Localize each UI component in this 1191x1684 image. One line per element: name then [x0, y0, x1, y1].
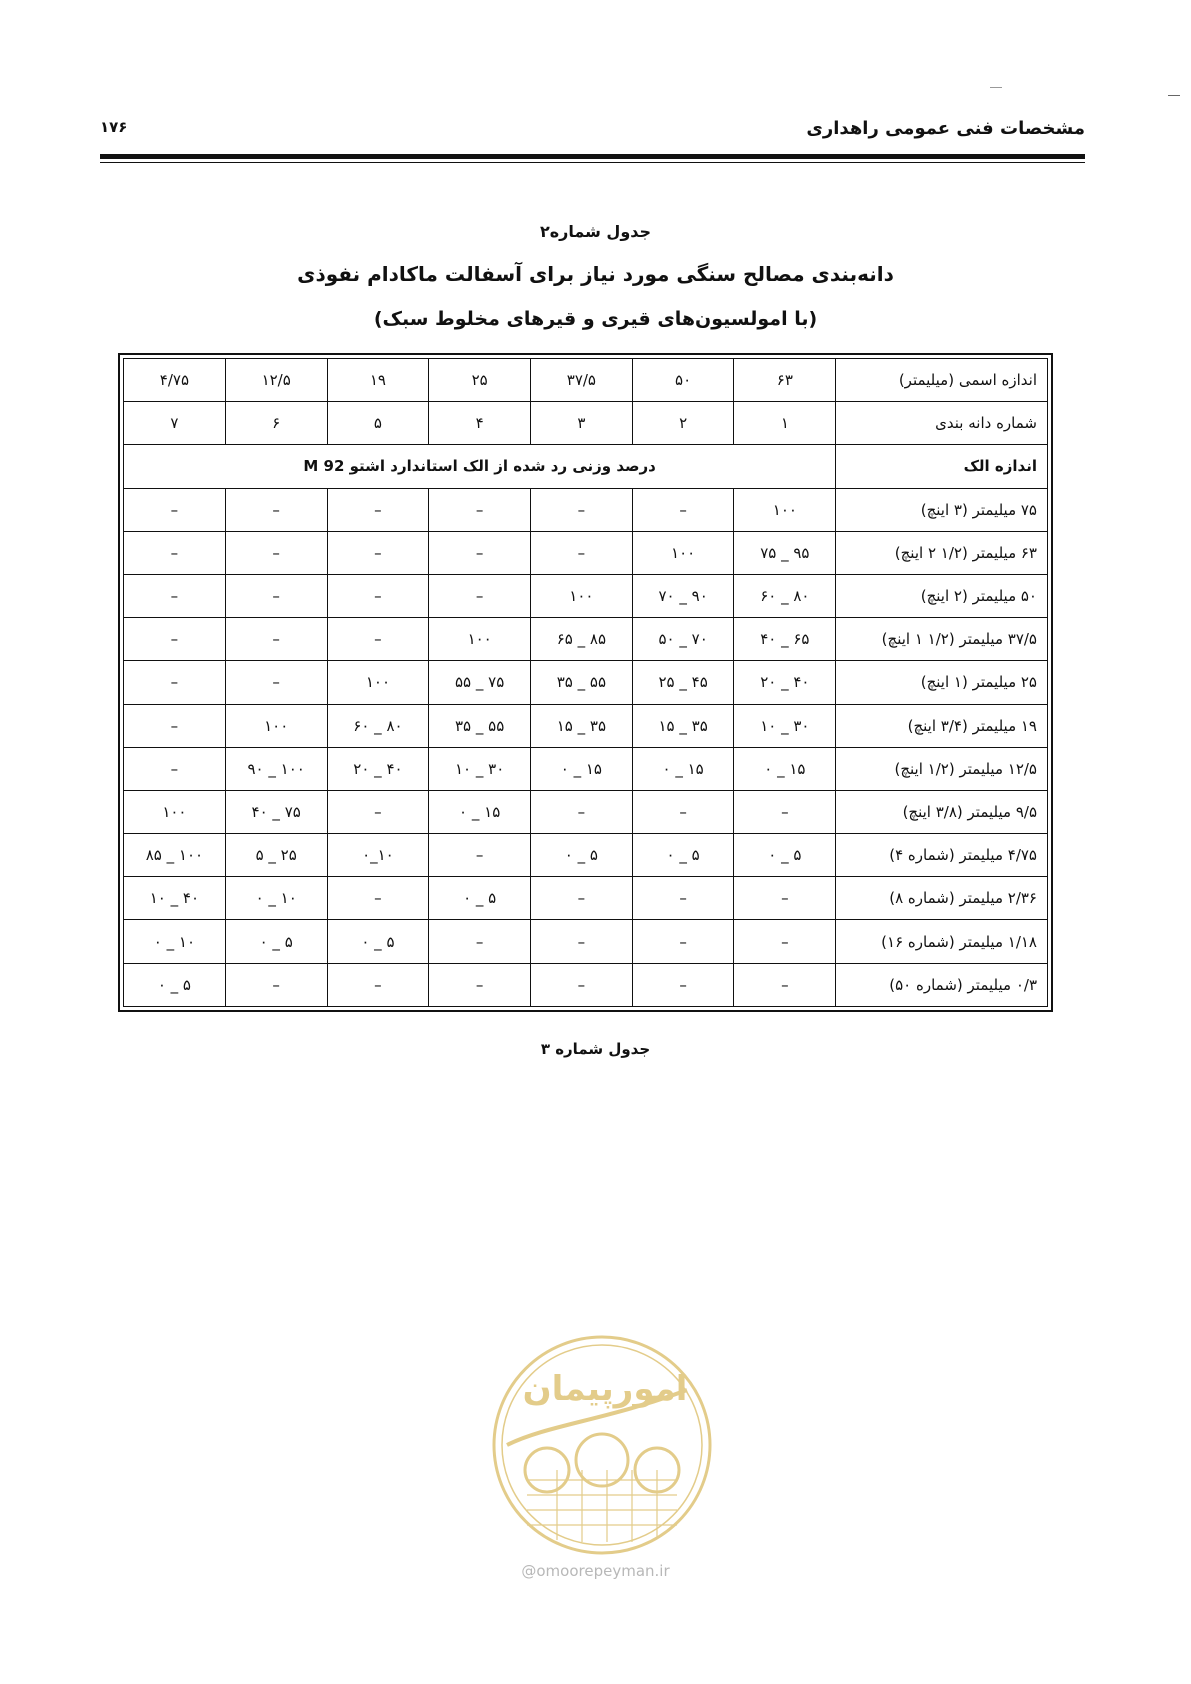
passing-percent-cell: ۴۰ _ ۱۰ [124, 877, 226, 920]
table-title: دانه‌بندی مصالح سنگی مورد نیاز برای آسفالت ماکادام نفوذی [297, 262, 894, 286]
passing-percent-cell: ۷۵ _ ۵۵ [429, 661, 531, 704]
sieve-size-cell: ۴/۷۵ میلیمتر (شماره ۴) [836, 834, 1048, 877]
grading-number-cell: ۷ [124, 402, 226, 445]
grading-number-cell: ۱ [734, 402, 836, 445]
passing-percent-cell: ۵ _ ۰ [429, 877, 531, 920]
passing-percent-cell: ۴۰ _ ۲۰ [734, 661, 836, 704]
nominal-size-cell: ۵۰ [632, 359, 734, 402]
page-header [100, 118, 1085, 142]
sieve-size-cell: ۷۵ میلیمتر (۳ اینچ) [836, 488, 1048, 531]
passing-percent-cell: ۱۰ _ ۰ [124, 920, 226, 963]
passing-percent-cell: – [429, 531, 531, 574]
passing-percent-cell: ۵ _ ۰ [327, 920, 429, 963]
passing-percent-cell: – [531, 531, 633, 574]
passing-percent-cell: ۷۵ _ ۴۰ [225, 790, 327, 833]
passing-percent-cell: ۵ _ ۰ [124, 963, 226, 1006]
percent-passing-label: درصد وزنی رد شده از الک استاندارد اشتو M 92 [124, 445, 836, 488]
table-row [124, 661, 1048, 704]
passing-percent-cell: – [124, 661, 226, 704]
grading-table [123, 358, 1048, 1007]
sieve-size-cell: ۲/۳۶ میلیمتر (شماره ۸) [836, 877, 1048, 920]
passing-percent-cell: – [632, 877, 734, 920]
passing-percent-cell: – [327, 790, 429, 833]
passing-percent-cell: ۵ _ ۰ [531, 834, 633, 877]
passing-percent-cell: – [734, 790, 836, 833]
grading-table-frame [118, 353, 1053, 1012]
passing-percent-cell: – [632, 920, 734, 963]
passing-percent-cell: ۹۰ _ ۷۰ [632, 574, 734, 617]
passing-percent-cell: ۳۵ _ ۱۵ [632, 704, 734, 747]
header-rule [100, 154, 1085, 159]
passing-percent-cell: ۱۰_۰ [327, 834, 429, 877]
passing-percent-cell: – [429, 574, 531, 617]
passing-percent-cell: – [429, 963, 531, 1006]
passing-percent-cell: – [124, 488, 226, 531]
passing-percent-cell: ۴۵ _ ۲۵ [632, 661, 734, 704]
passing-percent-cell: – [327, 877, 429, 920]
sieve-size-cell: ۱/۱۸ میلیمتر (شماره ۱۶) [836, 920, 1048, 963]
passing-percent-cell: – [225, 574, 327, 617]
passing-percent-cell: – [531, 877, 633, 920]
table-row [124, 790, 1048, 833]
passing-percent-cell: ۱۰۰ [429, 618, 531, 661]
grading-number-cell: ۵ [327, 402, 429, 445]
passing-percent-cell: ۳۰ _ ۱۰ [429, 747, 531, 790]
table-row [124, 747, 1048, 790]
passing-percent-cell: ۵۵ _ ۳۵ [531, 661, 633, 704]
passing-percent-cell: ۳۵ _ ۱۵ [531, 704, 633, 747]
passing-percent-cell: ۱۰ _ ۰ [225, 877, 327, 920]
nominal-size-label: اندازه اسمی (میلیمتر) [836, 359, 1048, 402]
watermark-logo [487, 1330, 717, 1560]
passing-percent-cell: ۱۰۰ [632, 531, 734, 574]
watermark-logo-text: امورپیمان [522, 1369, 688, 1409]
passing-percent-cell: – [632, 790, 734, 833]
passing-percent-cell: – [225, 531, 327, 574]
passing-percent-cell: – [429, 920, 531, 963]
passing-percent-cell: ۹۵ _ ۷۵ [734, 531, 836, 574]
passing-percent-cell: – [531, 488, 633, 531]
table-row [124, 574, 1048, 617]
table-row [124, 618, 1048, 661]
table-row [124, 963, 1048, 1006]
nominal-size-row [124, 359, 1048, 402]
passing-percent-cell: – [225, 618, 327, 661]
passing-percent-cell: ۸۰ _ ۶۰ [734, 574, 836, 617]
passing-percent-cell: – [734, 963, 836, 1006]
watermark-url: @omoorepeyman.ir [521, 1562, 670, 1580]
passing-percent-cell: – [327, 963, 429, 1006]
passing-percent-cell: – [734, 877, 836, 920]
passing-percent-cell: ۱۵ _ ۰ [531, 747, 633, 790]
passing-percent-cell: – [734, 920, 836, 963]
grading-number-cell: ۳ [531, 402, 633, 445]
nominal-size-cell: ۶۳ [734, 359, 836, 402]
passing-percent-cell: – [632, 963, 734, 1006]
table-row [124, 920, 1048, 963]
table-row [124, 704, 1048, 747]
passing-percent-cell: ۱۰۰ [327, 661, 429, 704]
passing-percent-cell: ۵۵ _ ۳۵ [429, 704, 531, 747]
table-subtitle: (با امولسیون‌های قیری و قیرهای مخلوط سبک) [373, 308, 818, 330]
passing-percent-cell: – [429, 834, 531, 877]
header-rule-thin [100, 162, 1085, 163]
passing-percent-cell: – [632, 488, 734, 531]
passing-percent-cell: – [124, 531, 226, 574]
scan-mark [990, 87, 1002, 88]
passing-percent-cell: – [124, 747, 226, 790]
passing-percent-cell: – [225, 963, 327, 1006]
passing-percent-cell: ۱۵ _ ۰ [632, 747, 734, 790]
sieve-size-cell: ۶۳ میلیمتر (۱/۲ ۲ اینچ) [836, 531, 1048, 574]
passing-percent-cell: – [225, 488, 327, 531]
table-row [124, 488, 1048, 531]
sieve-size-cell: ۵۰ میلیمتر (۲ اینچ) [836, 574, 1048, 617]
sieve-size-cell: ۱۲/۵ میلیمتر (۱/۲ اینچ) [836, 747, 1048, 790]
passing-percent-cell: – [124, 704, 226, 747]
passing-percent-cell: ۵ _ ۰ [632, 834, 734, 877]
passing-percent-cell: ۱۰۰ [531, 574, 633, 617]
sieve-size-cell: ۲۵ میلیمتر (۱ اینچ) [836, 661, 1048, 704]
grading-number-label: شماره دانه بندی [836, 402, 1048, 445]
passing-percent-cell: – [327, 618, 429, 661]
table-row [124, 834, 1048, 877]
passing-percent-cell: ۱۰۰ [734, 488, 836, 531]
passing-percent-cell: ۴۰ _ ۲۰ [327, 747, 429, 790]
nominal-size-cell: ۱۲/۵ [225, 359, 327, 402]
passing-percent-cell: – [124, 574, 226, 617]
footer-caption: جدول شماره ۳ [540, 1040, 651, 1058]
table-row [124, 531, 1048, 574]
sieve-header-row [124, 445, 1048, 488]
nominal-size-cell: ۴/۷۵ [124, 359, 226, 402]
scan-mark [1168, 95, 1180, 96]
passing-percent-cell: – [225, 661, 327, 704]
passing-percent-cell: – [124, 618, 226, 661]
grading-number-row [124, 402, 1048, 445]
grading-number-cell: ۲ [632, 402, 734, 445]
passing-percent-cell: – [327, 488, 429, 531]
sieve-size-label: اندازه الک [836, 445, 1048, 488]
grading-number-cell: ۶ [225, 402, 327, 445]
passing-percent-cell: – [531, 920, 633, 963]
sieve-size-cell: ۳۷/۵ میلیمتر (۱/۲ ۱ اینچ) [836, 618, 1048, 661]
grading-number-cell: ۴ [429, 402, 531, 445]
passing-percent-cell: ۳۰ _ ۱۰ [734, 704, 836, 747]
table-number-caption: جدول شماره۲ [539, 222, 652, 241]
passing-percent-cell: ۱۰۰ _ ۸۵ [124, 834, 226, 877]
passing-percent-cell: ۱۰۰ [225, 704, 327, 747]
passing-percent-cell: – [327, 531, 429, 574]
passing-percent-cell: ۵ _ ۰ [225, 920, 327, 963]
passing-percent-cell: – [531, 790, 633, 833]
passing-percent-cell: ۷۰ _ ۵۰ [632, 618, 734, 661]
passing-percent-cell: ۵ _ ۰ [734, 834, 836, 877]
sieve-size-cell: ۰/۳ میلیمتر (شماره ۵۰) [836, 963, 1048, 1006]
passing-percent-cell: ۲۵ _ ۵ [225, 834, 327, 877]
nominal-size-cell: ۳۷/۵ [531, 359, 633, 402]
header-title: ۱۷۶ [100, 118, 128, 136]
sieve-size-cell: ۱۹ میلیمتر (۳/۴ اینچ) [836, 704, 1048, 747]
nominal-size-cell: ۲۵ [429, 359, 531, 402]
passing-percent-cell: ۱۵ _ ۰ [734, 747, 836, 790]
table-row [124, 877, 1048, 920]
passing-percent-cell: – [429, 488, 531, 531]
passing-percent-cell: ۶۵ _ ۴۰ [734, 618, 836, 661]
passing-percent-cell: – [327, 574, 429, 617]
grading-table-body [124, 359, 1048, 1007]
sieve-size-cell: ۹/۵ میلیمتر (۳/۸ اینچ) [836, 790, 1048, 833]
nominal-size-cell: ۱۹ [327, 359, 429, 402]
passing-percent-cell: ۸۰ _ ۶۰ [327, 704, 429, 747]
page-number: مشخصات فنی عمومی راهداری [806, 118, 1085, 139]
passing-percent-cell: ۸۵ _ ۶۵ [531, 618, 633, 661]
passing-percent-cell: ۱۰۰ _ ۹۰ [225, 747, 327, 790]
passing-percent-cell: ۱۰۰ [124, 790, 226, 833]
passing-percent-cell: ۱۵ _ ۰ [429, 790, 531, 833]
passing-percent-cell: – [531, 963, 633, 1006]
